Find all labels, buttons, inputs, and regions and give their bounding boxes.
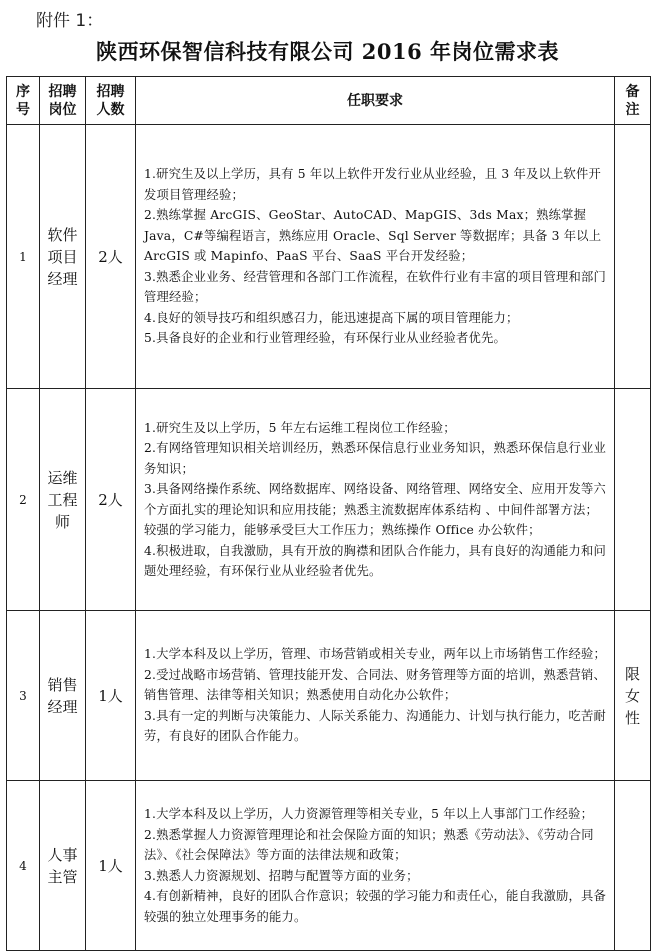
- header-requirements: 任职要求: [136, 77, 615, 125]
- header-note-line: 备: [625, 83, 640, 100]
- position-name-line: 经理: [47, 269, 78, 288]
- requirement-item: 2.受过战略市场营销、管理技能开发、合同法、财务管理等方面的培训，熟悉营销、销售管理、法律等相关知识；熟悉使用自动化办公软件；: [144, 667, 607, 703]
- table-header-row: [7, 77, 651, 125]
- table-row: [7, 611, 651, 781]
- header-position-line: 招聘: [48, 83, 77, 100]
- requirement-item: 3.具有一定的判断与决策能力、人际关系能力、沟通能力、计划与执行能力，吃苦耐劳，有良好的团队合作能力。: [144, 708, 607, 744]
- header-position-line: 岗位: [48, 101, 77, 118]
- requirement-item: 5.具备良好的企业和行业管理经验，有环保行业从业经验者优先。: [144, 331, 507, 346]
- position-name-line: 软件: [47, 225, 78, 244]
- table-row: [7, 389, 651, 611]
- note-cell: [615, 611, 651, 781]
- position-name-line: 人事: [47, 845, 78, 864]
- header-no: [7, 77, 40, 125]
- header-no-line: 号: [16, 101, 30, 118]
- requirement-item: 3.熟悉企业业务、经营管理和各部门工作流程，在软件行业有丰富的项目管理和部门管理经验；: [144, 269, 607, 305]
- position-name-line: 工程: [47, 490, 78, 509]
- note-cell: [615, 389, 651, 611]
- note-cell: [615, 781, 651, 951]
- row-number: 4: [7, 781, 40, 951]
- requirement-item: 3.具备网络操作系统、网络数据库、网络设备、网络管理、网络安全、应用开发等六个方面扎实的理论知识和应用技能；熟悉主流数据库体系结构 、中间件部署方法；较强的学习能力，能够承受巨大工作压力；熟练操作 Office 办公软件；: [144, 482, 607, 537]
- position-name-line: 销售: [47, 675, 78, 694]
- requirement-item: 4.良好的领导技巧和组织感召力，能迅速提高下属的项目管理能力；: [144, 310, 519, 325]
- requirements-cell: [136, 125, 615, 389]
- page-title: 陕西环保智信科技有限公司 2016 年岗位需求表: [95, 39, 560, 64]
- job-requirements-table: [6, 76, 651, 951]
- note-text: 限女性: [624, 664, 640, 727]
- hiring-count: 1人: [86, 781, 136, 951]
- requirement-item: 2.熟悉掌握人力资源管理理论和社会保险方面的知识；熟悉《劳动法》、《劳动合同法》、《社会保障法》等方面的法律法规和政策；: [144, 827, 594, 862]
- position-name: [40, 389, 86, 611]
- attachment-label: 附件 1：: [36, 11, 104, 31]
- requirement-item: 4.有创新精神，良好的团队合作意识；较强的学习能力和责任心，能自我激励，具备较强的独立处理事务的能力。: [144, 889, 607, 924]
- position-name-line: 运维: [47, 468, 78, 487]
- requirement-item: 3.熟悉人力资源规划、招聘与配置等方面的业务；: [144, 868, 419, 883]
- header-count-line: 招聘: [96, 83, 125, 100]
- requirements-cell: [136, 781, 615, 951]
- position-name: [40, 781, 86, 951]
- row-number: 1: [7, 125, 40, 389]
- table-row: [7, 125, 651, 389]
- table-row: [7, 781, 651, 951]
- position-name-line: 主管: [47, 867, 78, 886]
- header-note-line: 注: [625, 101, 640, 118]
- requirement-item: 1.大学本科及以上学历，人力资源管理等相关专业，5 年以上人事部门工作经验；: [144, 807, 594, 821]
- header-count: [86, 77, 136, 125]
- header-position: [40, 77, 86, 125]
- requirement-item: 1.研究生及以上学历，具有 5 年以上软件开发行业从业经验，且 3 年及以上软件开发项目管理经验；: [144, 167, 602, 202]
- requirements-cell: [136, 611, 615, 781]
- requirement-item: 1.研究生及以上学历，5 年左右运维工程岗位工作经验；: [144, 420, 456, 435]
- header-no-line: 序: [16, 83, 30, 100]
- note-cell: [615, 125, 651, 389]
- requirement-item: 4.积极进取，自我激励，具有开放的胸襟和团队合作能力，具有良好的沟通能力和问题处理经验，有环保行业从业经验者优先。: [144, 543, 607, 578]
- requirements-cell: [136, 389, 615, 611]
- hiring-count: 2人: [86, 389, 136, 611]
- position-name-line: 经理: [47, 697, 78, 716]
- header-note: [615, 77, 651, 125]
- requirement-item: 2.熟练掌握 ArcGIS、GeoStar、AutoCAD、MapGIS、3ds Max；熟练掌握 Java，C#等编程语言，熟练应用 Oracle、Sql Server 等数据库；具备 3 年以上 ArcGIS 或 Mapinfo、PaaS 平台、SaaS 平台开发经验；: [144, 208, 602, 264]
- requirement-item: 2.有网络管理知识相关培训经历，熟悉环保信息行业业务知识，熟悉环保信息行业业务知识；: [144, 441, 607, 476]
- row-number: 3: [7, 611, 40, 781]
- hiring-count: 2人: [86, 125, 136, 389]
- hiring-count: 1人: [86, 611, 136, 781]
- requirement-item: 1.大学本科及以上学历，管理、市场营销或相关专业，两年以上市场销售工作经验；: [144, 647, 607, 662]
- position-name-line: 项目: [47, 247, 78, 266]
- position-name: [40, 125, 86, 389]
- header-count-line: 人数: [96, 101, 125, 118]
- row-number: 2: [7, 389, 40, 611]
- position-name: [40, 611, 86, 781]
- position-name-line: 师: [54, 512, 70, 531]
